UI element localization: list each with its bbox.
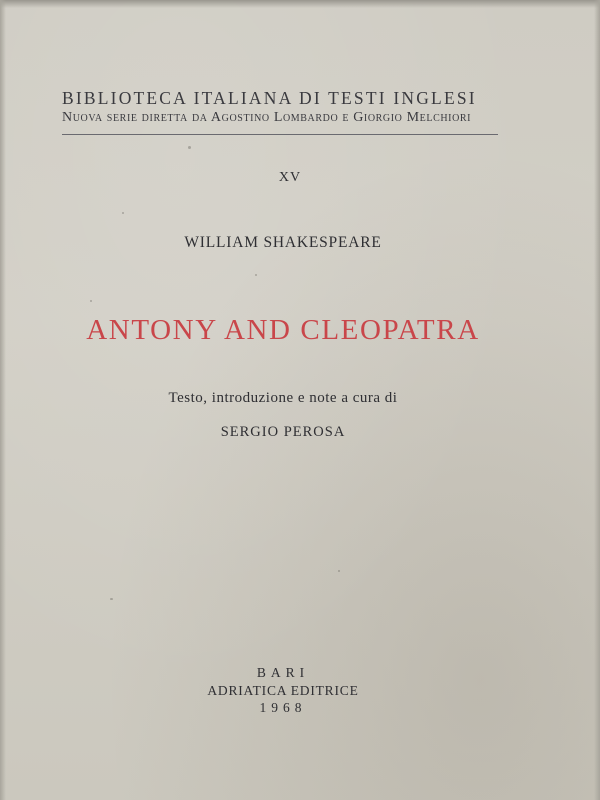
cover-top-edge — [0, 0, 600, 8]
cover-right-edge — [594, 0, 600, 800]
publication-year: 1968 — [259, 700, 307, 715]
paper-speck — [122, 212, 124, 214]
paper-speck — [255, 274, 257, 276]
series-subtitle: Nuova serie diretta da Agostino Lombardo e Giorgio Melchiori — [62, 110, 472, 125]
divider-rule — [62, 134, 498, 135]
paper-speck — [338, 570, 340, 572]
publication-place: BARI — [256, 665, 310, 680]
paper-speck — [188, 146, 191, 149]
series-title: BIBLIOTECA ITALIANA DI TESTI INGLESI — [62, 88, 477, 108]
publisher-name: ADRIATICA EDITRICE — [207, 683, 359, 698]
paper-speck — [90, 300, 92, 302]
volume-number: XV — [278, 170, 302, 185]
author-name: WILLIAM SHAKESPEARE — [184, 234, 382, 251]
credit-line: Testo, introduzione e note a cura di — [168, 390, 398, 406]
book-title: ANTONY AND CLEOPATRA — [86, 314, 480, 346]
editor-name: SERGIO PEROSA — [220, 424, 346, 440]
paper-speck — [110, 598, 113, 600]
